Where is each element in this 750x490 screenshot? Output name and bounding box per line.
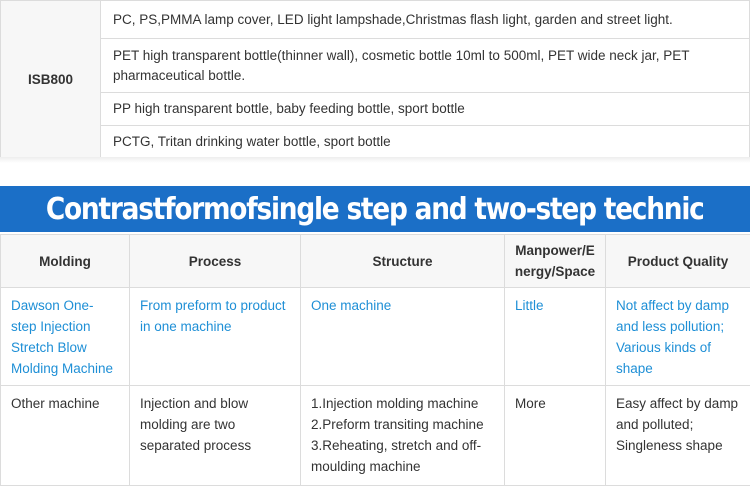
process-cell: From preform to product in one machine: [130, 288, 301, 386]
structure-line: 3.Reheating, stretch and off-moulding machine: [311, 438, 482, 474]
banner-title: Contrastformofsingle step and two-step technic: [46, 191, 704, 227]
manpower-cell: Little: [505, 288, 606, 386]
comparison-table: [0, 234, 750, 486]
table-row: [1, 386, 750, 486]
molding-cell: Other machine: [1, 386, 130, 486]
structure-line: 1.Injection molding machine: [311, 396, 479, 411]
molding-cell: Dawson One-step Injection Stretch Blow Molding Machine: [1, 288, 130, 386]
structure-cell: [301, 386, 505, 486]
column-header-molding: Molding: [1, 235, 130, 288]
quality-cell: Not affect by damp and less pollution; Various kinds of shape: [606, 288, 750, 386]
table-row: [1, 288, 750, 386]
column-header-structure: Structure: [301, 235, 505, 288]
process-cell: Injection and blow molding are two separated process: [130, 386, 301, 486]
application-cell: PC, PS,PMMA lamp cover, LED light lampshade,Christmas flash light, garden and street light.: [101, 1, 750, 39]
column-header-quality: Product Quality: [606, 235, 750, 288]
table-row: [1, 126, 750, 159]
application-cell: PCTG, Tritan drinking water bottle, sport bottle: [101, 126, 750, 159]
manpower-cell: More: [505, 386, 606, 486]
application-cell: PET high transparent bottle(thinner wall), cosmetic bottle 10ml to 500ml, PET wide neck jar, PET pharmaceutical bottle.: [101, 39, 750, 93]
table-row: [1, 93, 750, 126]
structure-cell: [301, 288, 505, 386]
header-row: [1, 235, 750, 288]
quality-cell: Easy affect by damp and polluted; Singleness shape: [606, 386, 750, 486]
section-banner: [0, 186, 750, 232]
column-header-manpower: Manpower/Energy/Space: [505, 235, 606, 288]
column-header-process: Process: [130, 235, 301, 288]
table-row: [1, 39, 750, 93]
divider: [0, 157, 750, 163]
application-cell: PP high transparent bottle, baby feeding bottle, sport bottle: [101, 93, 750, 126]
table-row: [1, 1, 750, 39]
model-cell: ISB800: [1, 1, 101, 159]
structure-line: One machine: [311, 298, 392, 313]
structure-line: 2.Preform transiting machine: [311, 417, 484, 432]
application-table: [0, 0, 750, 159]
